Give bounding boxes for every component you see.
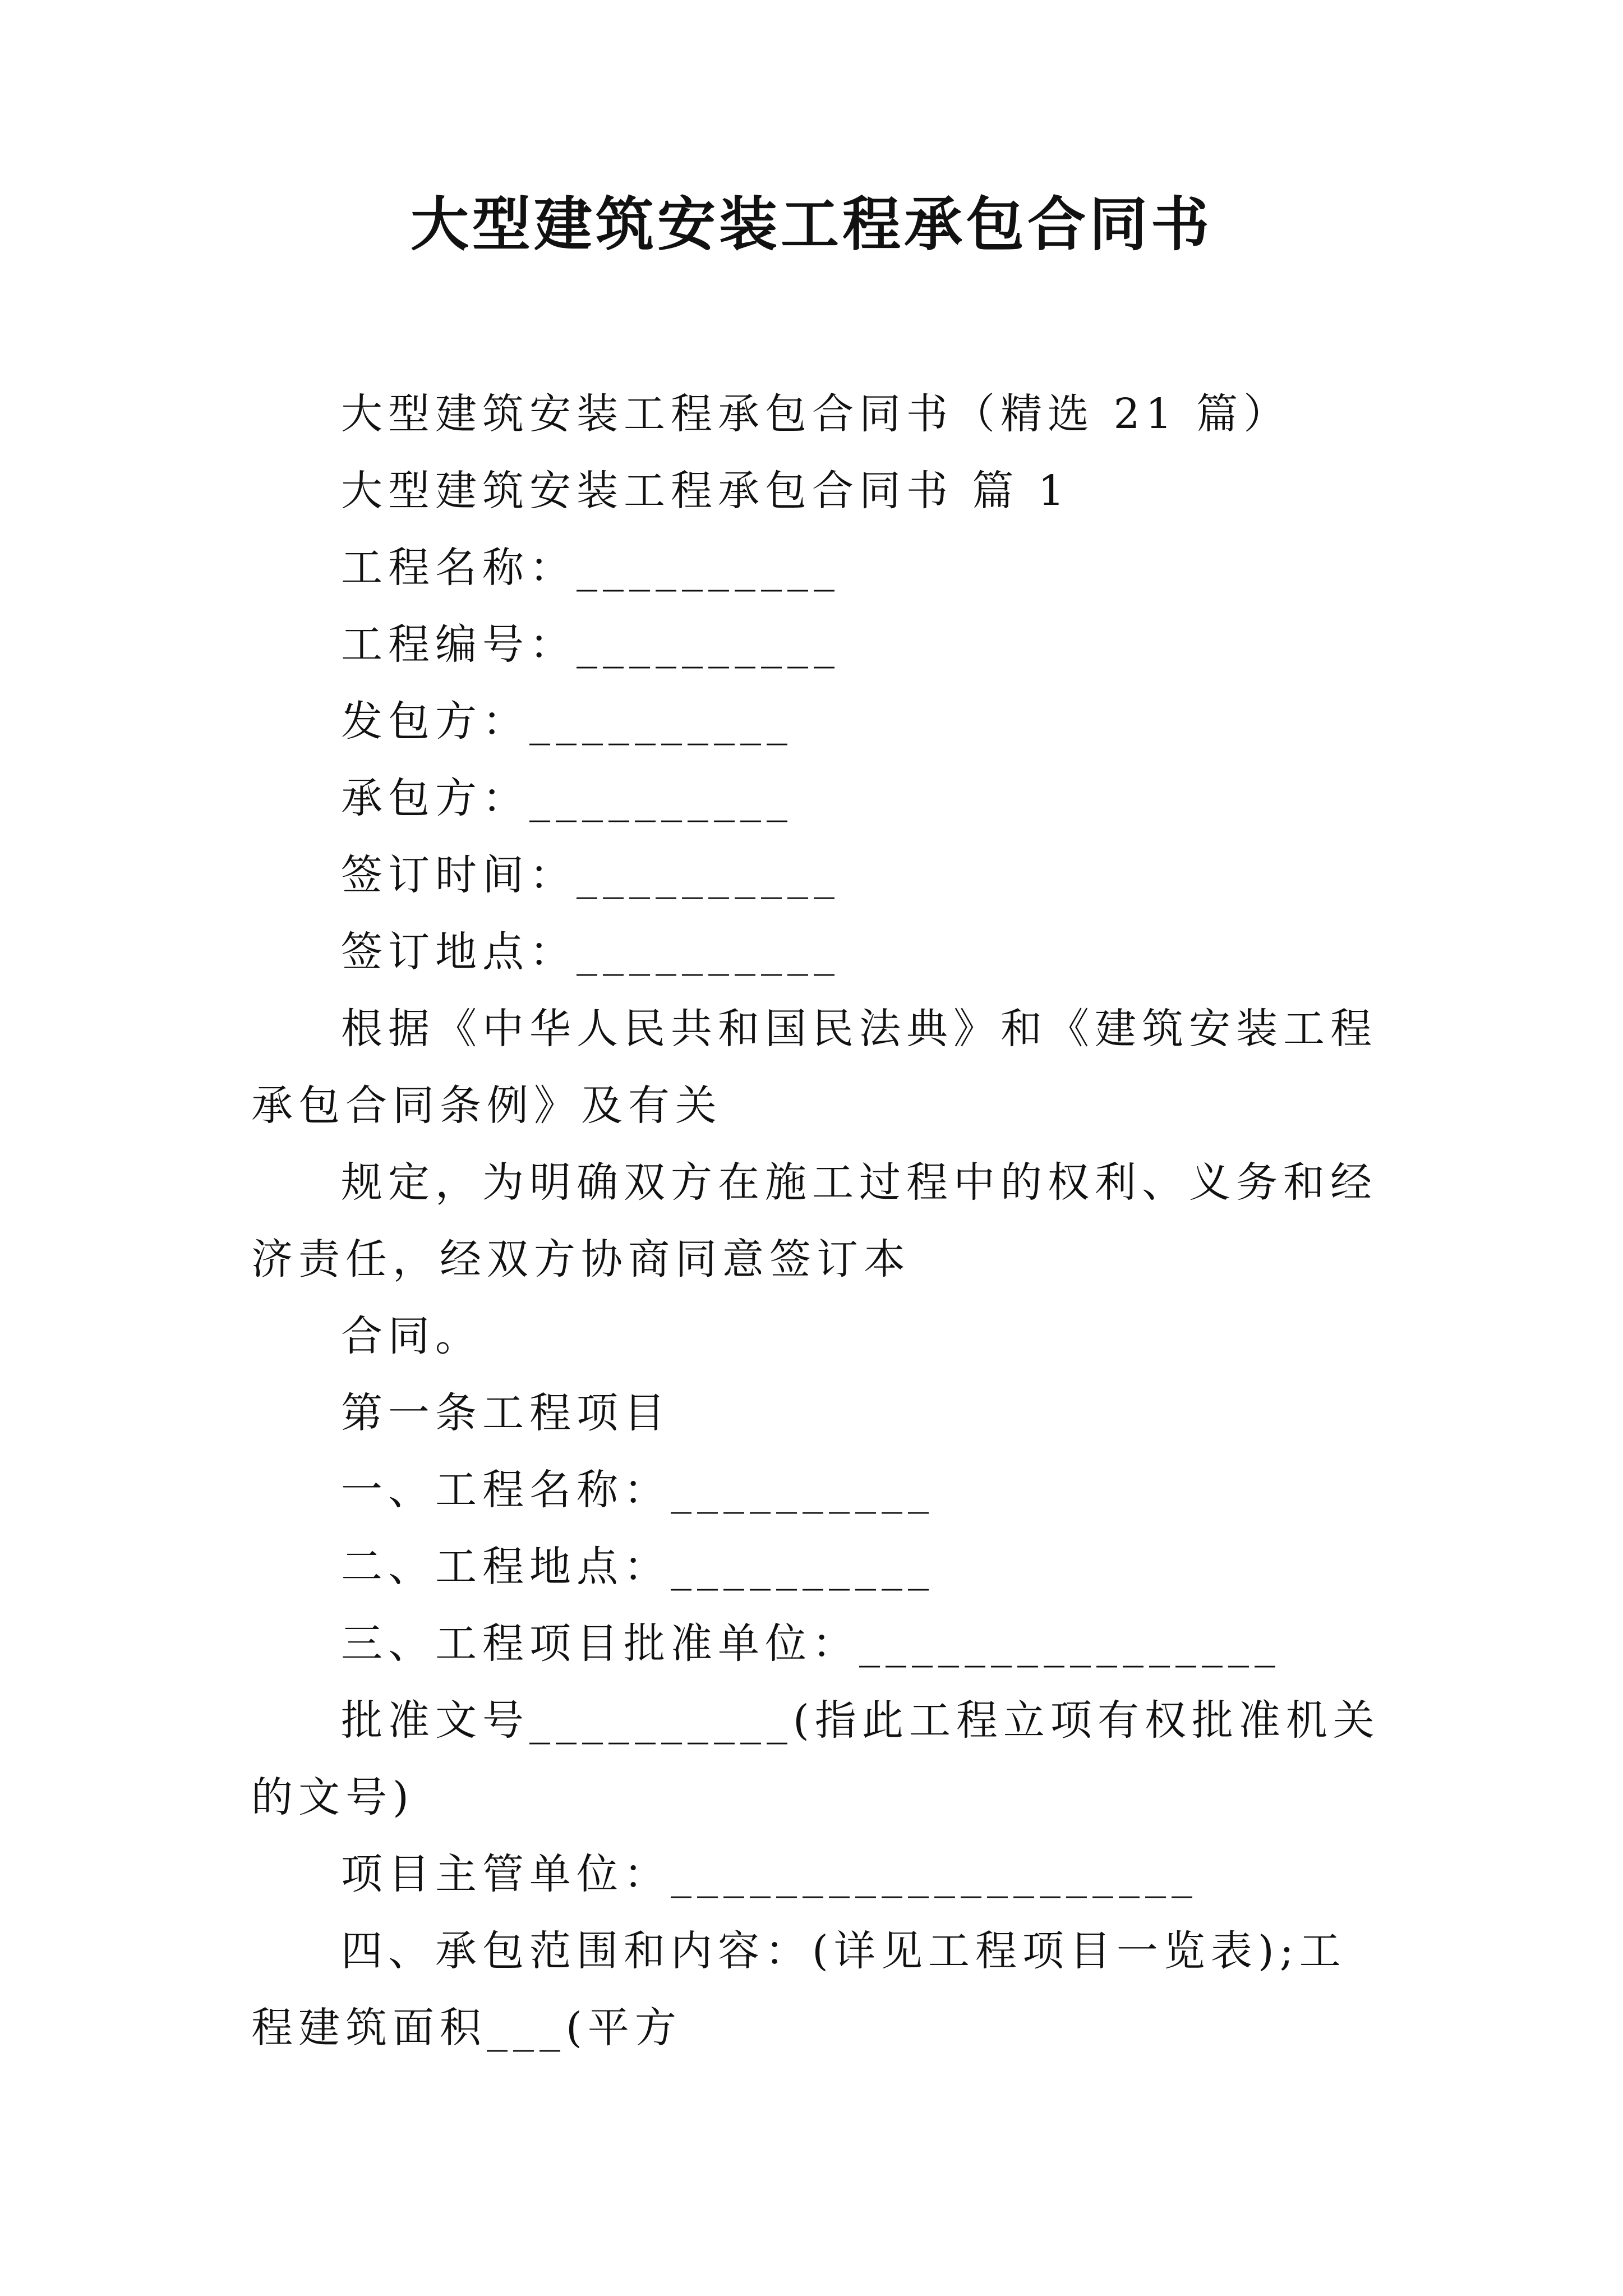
paragraph-legal-basis: 根据《中华人民共和国民法典》和《建筑安装工程承包合同条例》及有关 — [251, 1005, 1377, 1130]
article-1-heading: 第一条工程项目 — [341, 1389, 671, 1437]
item-1-project-name: 一、工程名称：__________ — [341, 1466, 934, 1514]
item-2-project-location: 二、工程地点：__________ — [341, 1543, 934, 1591]
paragraph-purpose: 规定，为明确双方在施工过程中的权利、义务和经济责任，经双方协商同意签订本 — [251, 1158, 1377, 1283]
paragraph-chapter-heading: 大型建筑安装工程承包合同书 篇 1 — [341, 467, 1071, 515]
field-project-number: 工程编号：__________ — [341, 620, 840, 669]
field-approval-number: 批准文号__________(指此工程立项有权批准机关的文号) — [251, 1696, 1380, 1821]
field-signing-place: 签订地点：__________ — [341, 928, 840, 976]
item-3-approval-unit: 三、工程项目批准单位：________________ — [341, 1619, 1281, 1668]
paragraph-contract: 合同。 — [341, 1312, 482, 1360]
field-employer: 发包方：__________ — [341, 697, 793, 746]
field-project-name: 工程名称：__________ — [341, 544, 840, 592]
paragraph-subtitle: 大型建筑安装工程承包合同书（精选 21 篇） — [341, 390, 1291, 438]
document-body — [251, 376, 1384, 2067]
document-title: 大型建筑安装工程承包合同书 — [410, 190, 1212, 259]
field-contractor: 承包方：__________ — [341, 774, 793, 822]
field-signing-time: 签订时间：__________ — [341, 851, 840, 899]
item-4-scope: 四、承包范围和内容：(详见工程项目一览表);工程建筑面积___(平方 — [251, 1927, 1347, 2052]
field-supervising-unit: 项目主管单位：____________________ — [341, 1850, 1198, 1898]
